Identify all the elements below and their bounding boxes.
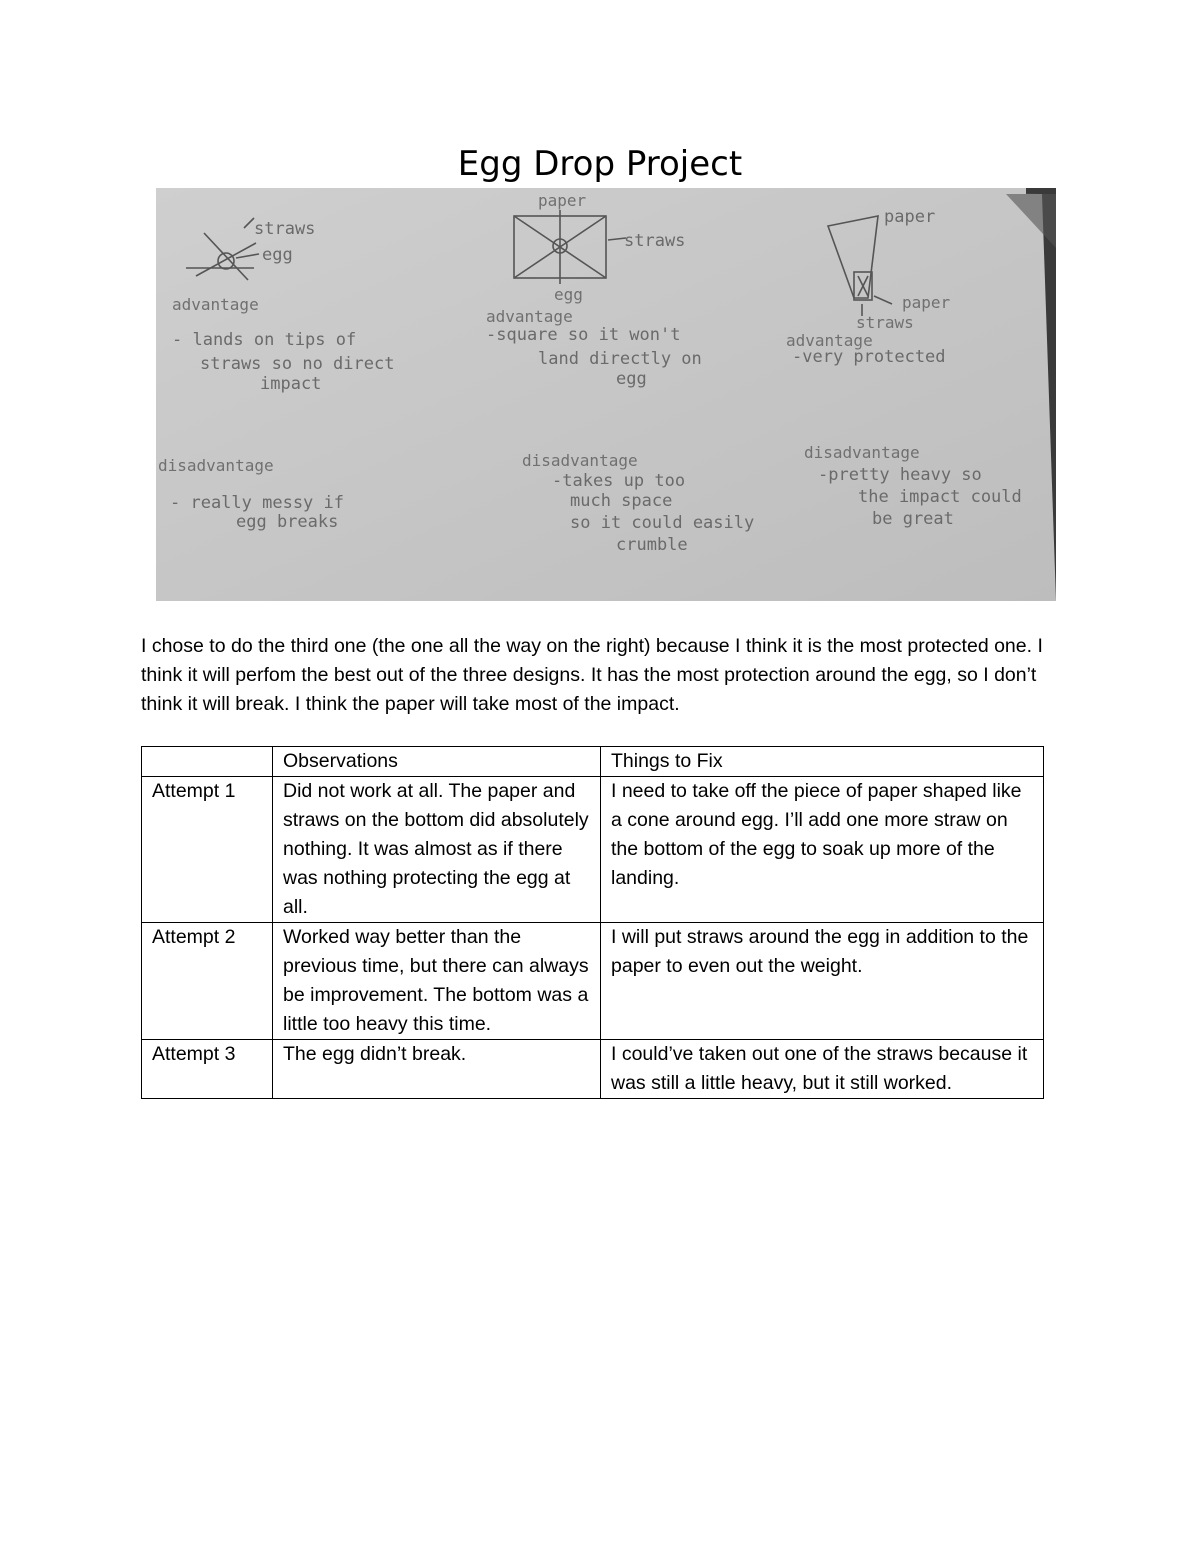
d3-label-paper-side: paper	[902, 293, 951, 312]
d2-adv-2: land directly on	[538, 349, 702, 369]
d2-label-straws: straws	[624, 231, 686, 251]
d3-dis-2: the impact could	[858, 487, 1022, 507]
d2-adv-head: advantage	[486, 307, 573, 326]
attempt-label: Attempt 3	[142, 1040, 273, 1099]
d2-label-paper: paper	[538, 191, 587, 210]
fix-cell: I will put straws around the egg in addition to the paper to even out the weight.	[601, 923, 1044, 1040]
d2-dis-head: disadvantage	[522, 451, 638, 470]
d2-dis-2: much space	[570, 491, 673, 511]
attempt-label: Attempt 2	[142, 923, 273, 1040]
d2-dis-1: -takes up too	[552, 471, 686, 491]
d3-label-straws: straws	[856, 313, 914, 332]
d1-adv-2: straws so no direct	[200, 354, 395, 374]
fix-cell: I could’ve taken out one of the straws because it was still a little heavy, but it still worked.	[601, 1040, 1044, 1099]
observation-cell: Did not work at all. The paper and straws on the bottom did absolutely nothing. It was almost as if there was nothing protecting the egg at all.	[273, 777, 601, 923]
attempts-table	[141, 746, 1044, 1099]
table-row	[142, 777, 1044, 923]
header-blank	[142, 747, 273, 777]
d3-dis-3: be great	[872, 509, 954, 529]
d1-dis-2: egg breaks	[236, 512, 339, 532]
d3-adv-1: -very protected	[792, 347, 946, 367]
d2-adv-1: -square so it won't	[486, 325, 681, 345]
d1-dis-head: disadvantage	[158, 456, 274, 475]
d1-adv-3: impact	[260, 374, 322, 394]
d1-label-egg: egg	[262, 245, 293, 265]
d3-adv-head: advantage	[786, 331, 873, 350]
d3-label-paper-top: paper	[884, 207, 936, 227]
observation-cell: Worked way better than the previous time, but there can always be improvement. The bottom was a little too heavy this time.	[273, 923, 601, 1040]
d2-label-egg: egg	[554, 285, 583, 304]
d2-dis-4: crumble	[616, 535, 688, 555]
header-things-to-fix: Things to Fix	[601, 747, 1044, 777]
sketch-drawing	[156, 188, 1056, 601]
d3-dis-1: -pretty heavy so	[818, 465, 982, 485]
header-observations: Observations	[273, 747, 601, 777]
d1-dis-1: - really messy if	[170, 493, 344, 513]
d2-adv-3: egg	[616, 369, 647, 389]
attempt-label: Attempt 1	[142, 777, 273, 923]
d3-dis-head: disadvantage	[804, 443, 920, 462]
sketch-photo	[156, 188, 1056, 601]
d1-label-straws: straws	[254, 219, 316, 239]
table-header-row	[142, 747, 1044, 777]
reasoning-paragraph: I chose to do the third one (the one all the way on the right) because I think it is the most protected one. I think it will perfom the best out of the three designs. It has the most protection around the egg, so I don’t think it will break. I think the paper will take most of the impact.	[141, 635, 1043, 715]
observation-cell: The egg didn’t break.	[273, 1040, 601, 1099]
d2-dis-3: so it could easily	[570, 513, 755, 533]
fix-cell: I need to take off the piece of paper shaped like a cone around egg. I’ll add one more straw on the bottom of the egg to soak up more of the landing.	[601, 777, 1044, 923]
page-title: Egg Drop Project	[457, 144, 743, 184]
d1-adv-1: - lands on tips of	[172, 330, 357, 350]
table-row	[142, 923, 1044, 1040]
table-row	[142, 1040, 1044, 1099]
d1-adv-head: advantage	[172, 295, 259, 314]
